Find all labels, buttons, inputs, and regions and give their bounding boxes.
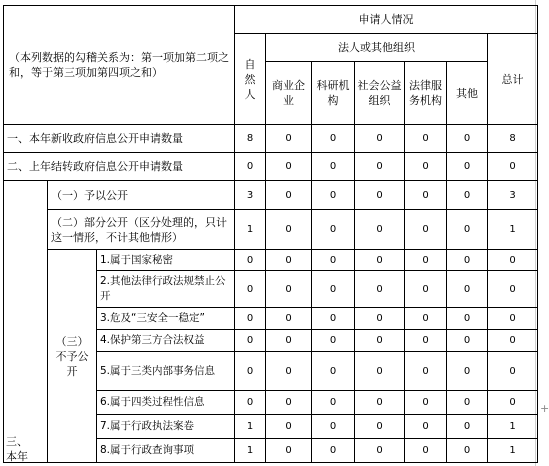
cell: 0 (266, 391, 312, 415)
cell: 0 (405, 415, 447, 439)
cell: 0 (235, 352, 266, 391)
cell: 0 (266, 330, 312, 352)
cell: 0 (312, 125, 355, 153)
cell: 0 (405, 391, 447, 415)
cell: 0 (235, 250, 266, 271)
cell: 0 (488, 308, 538, 330)
total-header: 总计 (488, 34, 538, 125)
cell: 0 (312, 271, 355, 308)
cell: 1 (235, 210, 266, 250)
row-label: 5.属于三类内部事务信息 (97, 352, 235, 391)
cell: 0 (405, 330, 447, 352)
cell: 0 (447, 352, 488, 391)
cell: 0 (355, 308, 405, 330)
cell: 0 (447, 439, 488, 463)
table-row (4, 153, 538, 181)
cell: 0 (488, 250, 538, 271)
table-row (4, 250, 538, 271)
section-three-cell (4, 181, 48, 463)
cell: 0 (266, 308, 312, 330)
cell: 0 (266, 210, 312, 250)
cell: 0 (447, 330, 488, 352)
cell: 0 (405, 308, 447, 330)
cell: 0 (266, 415, 312, 439)
gov-info-disclosure-table (3, 5, 538, 463)
cell: 8 (488, 125, 538, 153)
cell: 0 (312, 415, 355, 439)
cell: 0 (405, 271, 447, 308)
col-header-business: 商业企业 (266, 62, 312, 125)
cell: 8 (235, 125, 266, 153)
row-label: 1.属于国家秘密 (97, 250, 235, 271)
cell: 0 (447, 125, 488, 153)
cell: 3 (235, 181, 266, 210)
col-header-other: 其他 (447, 62, 488, 125)
natural-person-header: 自然人 (235, 34, 266, 125)
applicant-situation-header: 申请人情况 (235, 6, 538, 34)
cell: 0 (447, 415, 488, 439)
row-label: 2.其他法律行政法规禁止公开 (97, 271, 235, 308)
cell: 0 (312, 330, 355, 352)
cell: 0 (312, 153, 355, 181)
row-label: 7.属于行政执法案卷 (97, 415, 235, 439)
section-three-label: 三、本年 (6, 435, 28, 463)
cell: 0 (488, 153, 538, 181)
cell: 0 (488, 330, 538, 352)
col-header-research: 科研机构 (312, 62, 355, 125)
cell: 0 (266, 250, 312, 271)
cell: 0 (266, 125, 312, 153)
row-label: 4.保护第三方合法权益 (97, 330, 235, 352)
cell: 3 (488, 181, 538, 210)
cell: 0 (235, 308, 266, 330)
cell: 0 (312, 308, 355, 330)
legal-or-other-header: 法人或其他组织 (266, 34, 488, 62)
cell: 0 (312, 181, 355, 210)
row-label: 3.危及“三安全一稳定” (97, 308, 235, 330)
row-label: （二）部分公开（区分处理的，只计这一情形，不计其他情形） (48, 210, 235, 250)
cell: 0 (235, 330, 266, 352)
table-row (4, 125, 538, 153)
cell: 0 (312, 250, 355, 271)
cell: 0 (405, 153, 447, 181)
cell: 0 (447, 210, 488, 250)
col-header-legal-service: 法律服务机构 (405, 62, 447, 125)
cell: 1 (488, 439, 538, 463)
cell: 0 (355, 181, 405, 210)
table-row (4, 210, 538, 250)
cell: 0 (405, 181, 447, 210)
cell: 0 (447, 250, 488, 271)
cell: 0 (355, 153, 405, 181)
cell: 0 (355, 352, 405, 391)
cell: 0 (355, 250, 405, 271)
row-label: 一、本年新收政府信息公开申请数量 (4, 125, 235, 153)
cell: 1 (235, 439, 266, 463)
cell: 0 (266, 271, 312, 308)
cell: 0 (405, 210, 447, 250)
cell: 0 (447, 391, 488, 415)
cell: 0 (405, 125, 447, 153)
cell: 0 (355, 415, 405, 439)
cell: 0 (355, 210, 405, 250)
cell: 0 (405, 439, 447, 463)
cell: 1 (488, 415, 538, 439)
cell: 0 (235, 153, 266, 181)
refuse-group-label: （三）不予公开 (48, 250, 97, 463)
col-header-public-welfare: 社会公益组织 (355, 62, 405, 125)
row-label: 8.属于行政查询事项 (97, 439, 235, 463)
cell: 0 (235, 271, 266, 308)
cell: 0 (405, 250, 447, 271)
cell: 0 (312, 210, 355, 250)
cell: 0 (488, 271, 538, 308)
cell: 0 (266, 352, 312, 391)
cell: 0 (355, 125, 405, 153)
cell: 0 (488, 391, 538, 415)
row-label: （一）予以公开 (48, 181, 235, 210)
cell: 0 (447, 271, 488, 308)
row-label: 二、上年结转政府信息公开申请数量 (4, 153, 235, 181)
cell: 0 (235, 391, 266, 415)
cell: 1 (235, 415, 266, 439)
cell: 0 (447, 181, 488, 210)
relationship-note: （本列数据的勾稽关系为：第一项加第二项之和，等于第三项加第四项之和） (4, 6, 235, 125)
cell: 1 (488, 210, 538, 250)
cell: 0 (312, 352, 355, 391)
row-label: 6.属于四类过程性信息 (97, 391, 235, 415)
cell: 0 (447, 153, 488, 181)
cell: 0 (266, 153, 312, 181)
cell: 0 (355, 439, 405, 463)
cell: 0 (266, 439, 312, 463)
edge-plus-mark: + (540, 402, 549, 415)
cell: 0 (312, 391, 355, 415)
cell: 0 (447, 308, 488, 330)
cell: 0 (488, 352, 538, 391)
cell: 0 (405, 352, 447, 391)
cell: 0 (355, 391, 405, 415)
cell: 0 (355, 271, 405, 308)
table-row (4, 181, 538, 210)
cell: 0 (266, 181, 312, 210)
cell: 0 (355, 330, 405, 352)
cell: 0 (312, 439, 355, 463)
